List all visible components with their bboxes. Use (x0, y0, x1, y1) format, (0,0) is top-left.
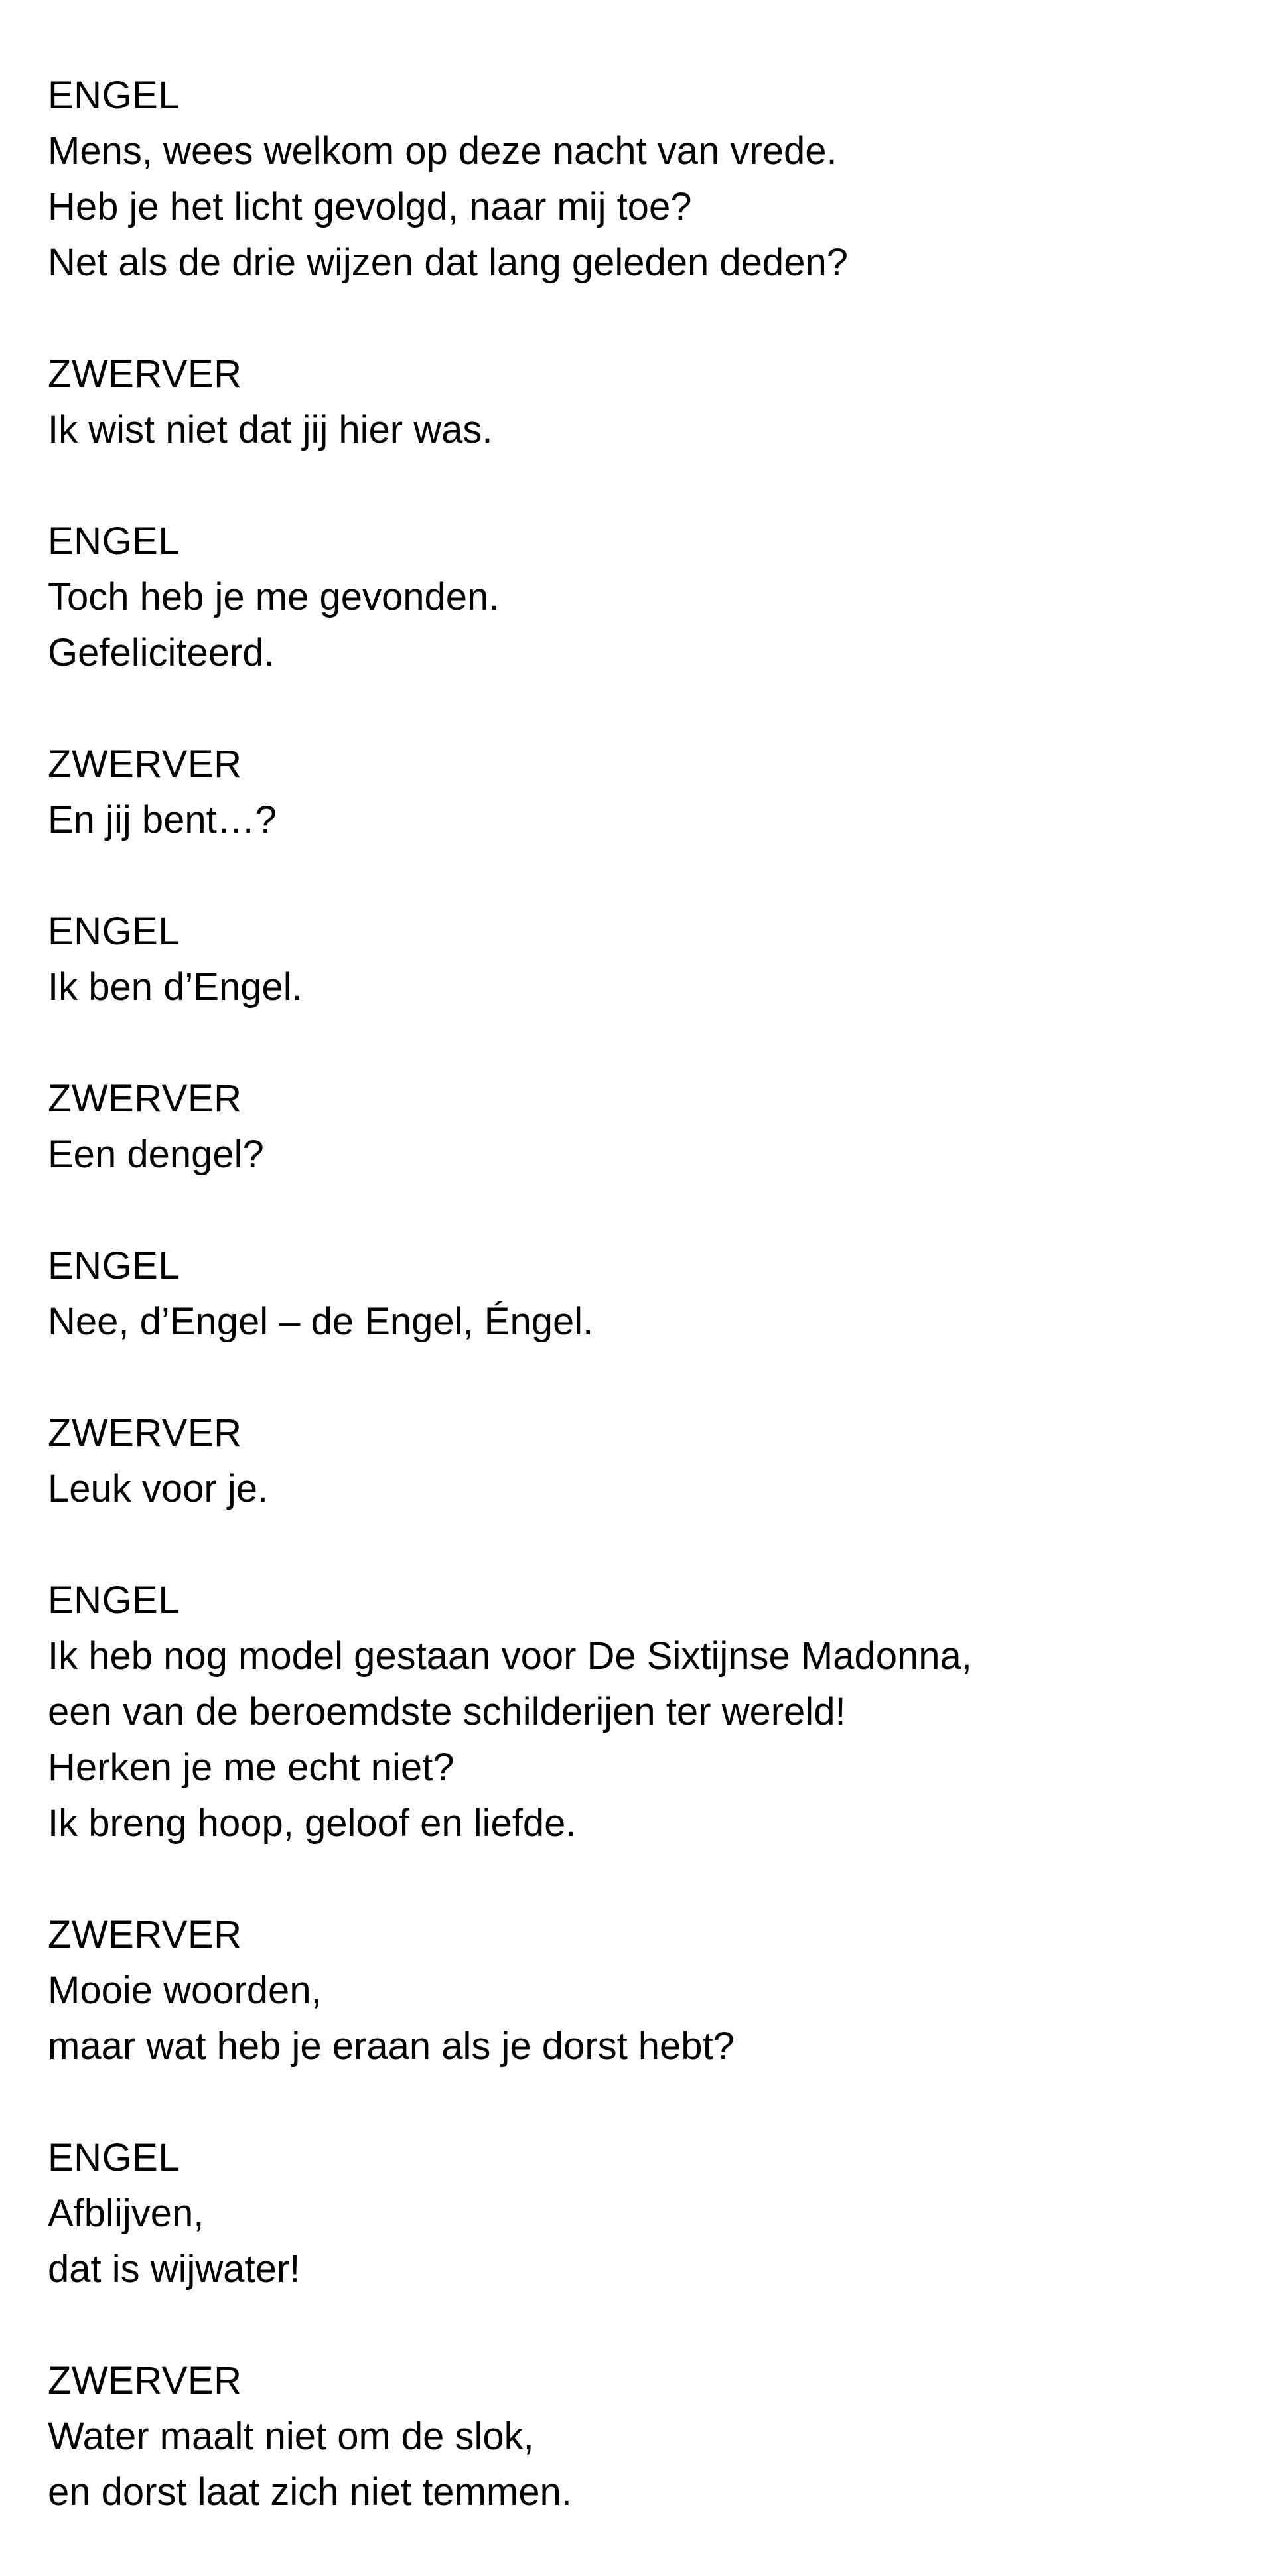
dialogue-block (48, 1405, 1229, 1517)
dialogue-block (48, 2130, 1229, 2297)
dialogue-line: Net als de drie wijzen dat lang geleden deden? (48, 241, 848, 284)
dialogue-line: en dorst laat zich niet temmen. (48, 2470, 572, 2514)
speaker-name: ZWERVER (48, 352, 242, 395)
speaker-name: ENGEL (48, 1579, 180, 1622)
speaker-name: ZWERVER (48, 1913, 242, 1956)
speaker-name: ZWERVER (48, 1077, 242, 1120)
dialogue-line: maar wat heb je eraan als je dorst hebt? (48, 2025, 735, 2068)
dialogue-line: Mens, wees welkom op deze nacht van vrede. (48, 129, 837, 173)
speaker-name: ENGEL (48, 2136, 180, 2179)
speaker-name: ZWERVER (48, 743, 242, 786)
speaker-name: ZWERVER (48, 2359, 242, 2402)
dialogue-line: Nee, d’Engel – de Engel, Éngel. (48, 1300, 594, 1343)
speaker-name: ZWERVER (48, 1411, 242, 1455)
dialogue-line: Een dengel? (48, 1133, 264, 1176)
dialogue-line: Herken je me echt niet? (48, 1746, 455, 1789)
script-text (48, 68, 1229, 2576)
dialogue-line: een van de beroemdste schilderijen ter wereld! (48, 1690, 846, 1733)
speaker-name: ENGEL (48, 74, 180, 117)
dialogue-block (48, 346, 1229, 458)
dialogue-line: En jij bent…? (48, 798, 277, 841)
dialogue-block (48, 1573, 1229, 1851)
dialogue-block (48, 904, 1229, 1015)
dialogue-block (48, 737, 1229, 848)
dialogue-line: Gefeliciteerd. (48, 631, 275, 674)
dialogue-block (48, 1238, 1229, 1350)
dialogue-line: dat is wijwater! (48, 2248, 301, 2291)
dialogue-line: Ik wist niet dat jij hier was. (48, 408, 493, 451)
speaker-name: ENGEL (48, 1244, 180, 1287)
dialogue-line: Leuk voor je. (48, 1467, 269, 1510)
dialogue-line: Ik breng hoop, geloof en liefde. (48, 1802, 577, 1845)
dialogue-block (48, 1071, 1229, 1182)
dialogue-block (48, 514, 1229, 681)
dialogue-block (48, 1907, 1229, 2074)
dialogue-line: Heb je het licht gevolgd, naar mij toe? (48, 185, 692, 228)
speaker-name: ENGEL (48, 520, 180, 563)
dialogue-line: Mooie woorden, (48, 1969, 322, 2012)
dialogue-block (48, 2353, 1229, 2520)
dialogue-line: Water maalt niet om de slok, (48, 2415, 534, 2458)
dialogue-block (48, 68, 1229, 291)
dialogue-line: Ik ben d’Engel. (48, 966, 303, 1009)
dialogue-line: Ik heb nog model gestaan voor De Sixtijnse Madonna, (48, 1634, 972, 1678)
dialogue-line: Toch heb je me gevonden. (48, 575, 500, 618)
speaker-name: ENGEL (48, 910, 180, 953)
dialogue-line: Afblijven, (48, 2192, 204, 2235)
